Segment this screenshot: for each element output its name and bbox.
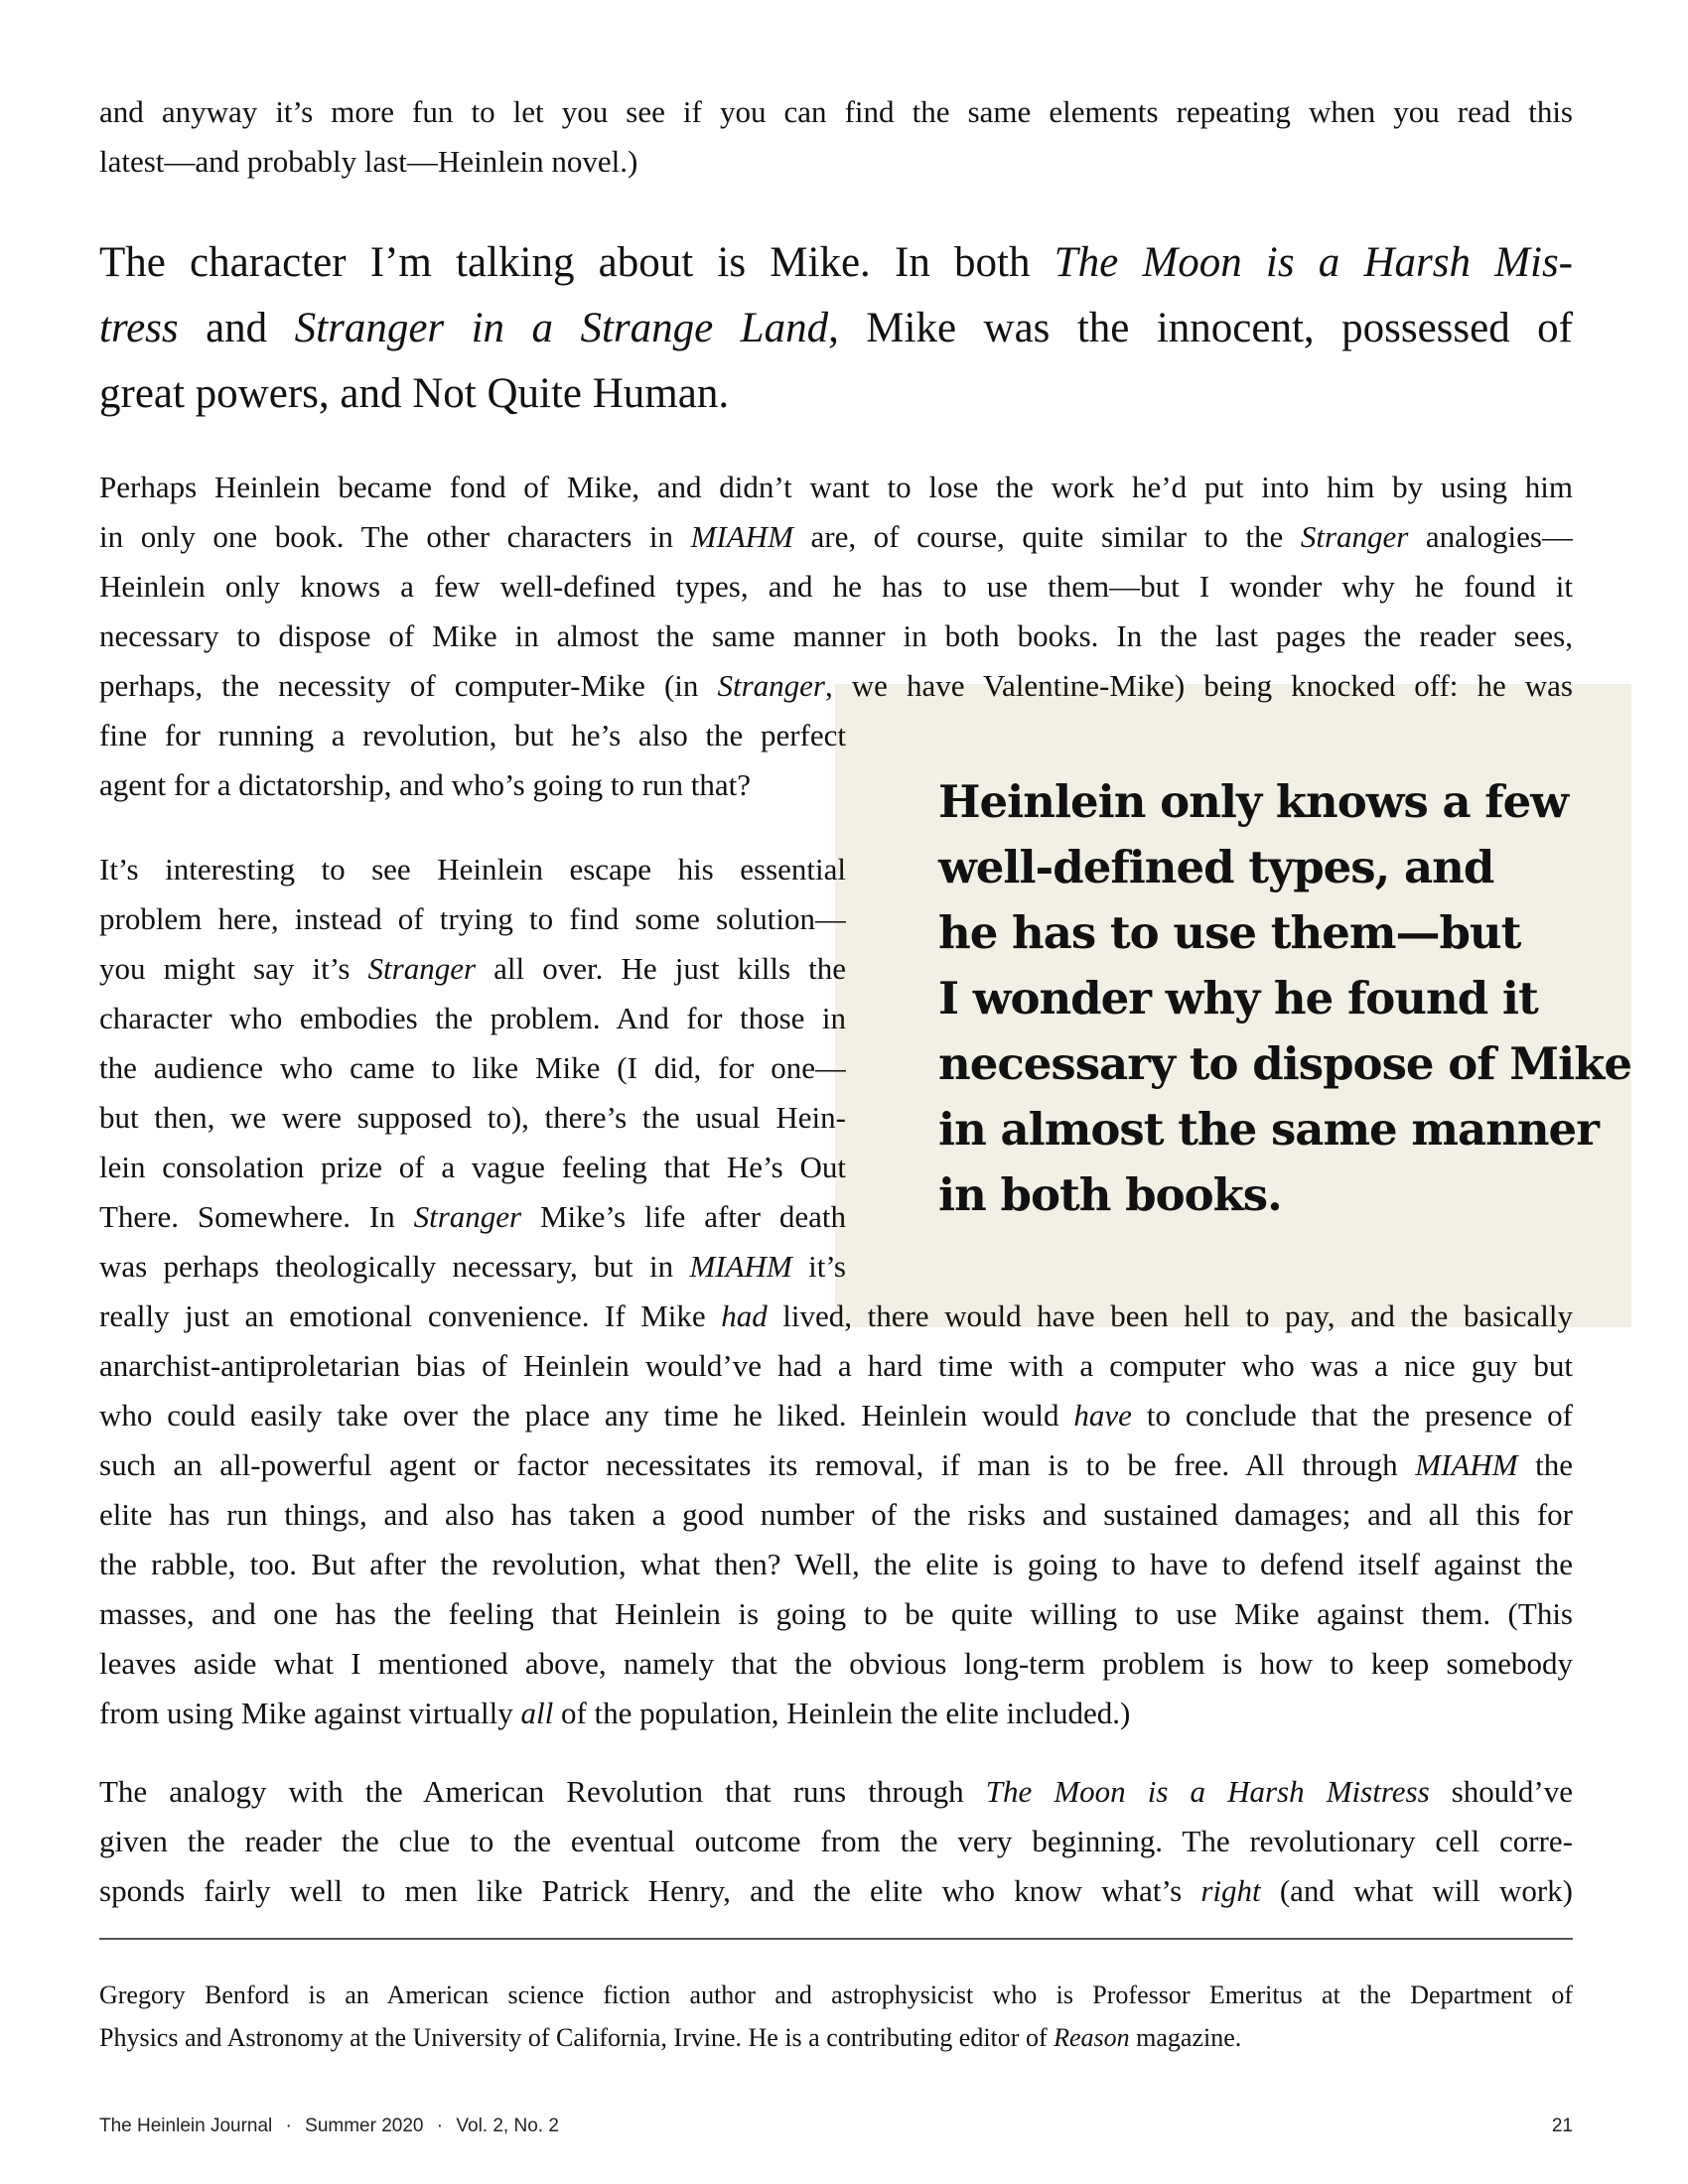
pull-quote-line: well-defined types, and xyxy=(938,841,1494,893)
text-line: the rabble, too. But after the revolution, what then? Well, the elite is going to have to defend itself against the xyxy=(99,1547,1573,1581)
bio-divider xyxy=(99,1938,1573,1940)
text-line: elite has run things, and also has taken a good number of the risks and sustained damages; and all this for xyxy=(99,1497,1573,1532)
text-line: but then, we were supposed to), there’s the usual Hein- xyxy=(99,1100,846,1135)
intro-line: latest—and probably last—Heinlein novel.) xyxy=(99,144,638,179)
text-line: the audience who came to like Mike (I did, for one— xyxy=(99,1050,846,1085)
paragraph-1 xyxy=(99,463,1573,711)
pull-quote xyxy=(938,769,1631,1228)
text-line: fine for running a revolution, but he’s also the perfect xyxy=(99,718,846,752)
text-line: anarchist-antiproletarian bias of Heinlein would’ve had a hard time with a computer who was a nice guy but xyxy=(99,1348,1573,1383)
subhead-line: tress and Stranger in a Strange Land, Mike was the innocent, possessed of xyxy=(99,305,1573,351)
footer-issue: Summer 2020 xyxy=(305,2116,424,2136)
page-footer xyxy=(99,2115,1573,2138)
book-title-stranger: Stranger in a Strange Land xyxy=(294,305,829,351)
paragraph-2-full xyxy=(99,1292,1573,1738)
pull-quote-line: necessary to dispose of Mike xyxy=(938,1037,1631,1090)
text-line: Heinlein only knows a few well-defined types, and he has to use them—but I wonder why he found it xyxy=(99,569,1573,604)
text-line: you might say it’s Stranger all over. He just kills the xyxy=(99,951,846,986)
text-line: There. Somewhere. In Stranger Mike’s life after death xyxy=(99,1199,846,1234)
text-line: sponds fairly well to men like Patrick Henry, and the elite who know what’s right (and what will work) xyxy=(99,1873,1573,1908)
pull-quote-line: in both books. xyxy=(938,1168,1282,1221)
footer-separator: · xyxy=(436,2116,444,2136)
subhead-line: great powers, and Not Quite Human. xyxy=(99,370,730,417)
text-line: masses, and one has the feeling that Heinlein is going to be quite willing to use Mike against them. (This xyxy=(99,1596,1573,1631)
footer-separator: · xyxy=(285,2116,292,2136)
paragraph-2-narrow xyxy=(99,845,846,1292)
footer-publication xyxy=(99,2115,559,2138)
text-line: who could easily take over the place any time he liked. Heinlein would have to conclude that the presence of xyxy=(99,1398,1573,1433)
lead-subhead xyxy=(99,230,1573,427)
text-line: from using Mike against virtually all of the population, Heinlein the elite included.) xyxy=(99,1696,1131,1730)
text-line: really just an emotional convenience. If Mike had lived, there would have been hell to pay, and the basically xyxy=(99,1298,1573,1333)
footer-journal: The Heinlein Journal xyxy=(99,2116,273,2136)
author-bio xyxy=(99,1974,1573,2059)
bio-line: Physics and Astronomy at the University of California, Irvine. He is a contributing editor of Reason magazine. xyxy=(99,2023,1242,2052)
text-line: problem here, instead of trying to find some solution— xyxy=(99,901,846,936)
pull-quote-line: Heinlein only knows a few xyxy=(938,775,1569,828)
text-line: character who embodies the problem. And for those in xyxy=(99,1001,846,1035)
bio-line: Gregory Benford is an American science fiction author and astrophysicist who is Professor Emeritus at the Department of xyxy=(99,1980,1573,2009)
footer-volume: Vol. 2, No. 2 xyxy=(456,2116,559,2136)
text-line: necessary to dispose of Mike in almost the same manner in both books. In the last pages the reader sees, xyxy=(99,618,1573,653)
pull-quote-line: he has to use them—but xyxy=(938,906,1521,959)
text-line: It’s interesting to see Heinlein escape his essential xyxy=(99,852,846,887)
text-line: given the reader the clue to the eventual outcome from the very beginning. The revolutionary cell corre- xyxy=(99,1824,1573,1858)
intro-paragraph xyxy=(99,87,1573,187)
intro-line: and anyway it’s more fun to let you see if you can find the same elements repeating when you read this xyxy=(99,94,1573,129)
text-line: lein consolation prize of a vague feeling that He’s Out xyxy=(99,1150,846,1184)
text-line: leaves aside what I mentioned above, namely that the obvious long-term problem is how to keep somebody xyxy=(99,1646,1573,1681)
text-line: The analogy with the American Revolution that runs through The Moon is a Harsh Mistress should’ve xyxy=(99,1774,1573,1809)
paragraph-3 xyxy=(99,1767,1573,1916)
paragraph-1-narrow xyxy=(99,711,846,810)
magazine-name: Reason xyxy=(1054,2023,1130,2052)
text-line: agent for a dictatorship, and who’s going to run that? xyxy=(99,767,752,802)
pull-quote-line: in almost the same manner xyxy=(938,1103,1599,1156)
text-line: perhaps, the necessity of computer-Mike (in Stranger, we have Valentine-Mike) being knocked off: he was xyxy=(99,668,1573,703)
text-line: was perhaps theologically necessary, but in MIAHM it’s xyxy=(99,1249,846,1284)
pull-quote-line: I wonder why he found it xyxy=(938,972,1538,1024)
text-line: such an all-powerful agent or factor necessitates its removal, if man is to be free. All through MIAHM the xyxy=(99,1447,1573,1482)
text-line: in only one book. The other characters in MIAHM are, of course, quite similar to the Stranger analogies— xyxy=(99,519,1573,554)
text-line: Perhaps Heinlein became fond of Mike, and didn’t want to lose the work he’d put into him by using him xyxy=(99,470,1573,504)
book-title-moon: The Moon is a Harsh Mis- xyxy=(1054,239,1573,286)
subhead-line: The character I’m talking about is Mike. In both The Moon is a Harsh Mis- xyxy=(99,239,1573,286)
page-number: 21 xyxy=(1551,2116,1573,2136)
